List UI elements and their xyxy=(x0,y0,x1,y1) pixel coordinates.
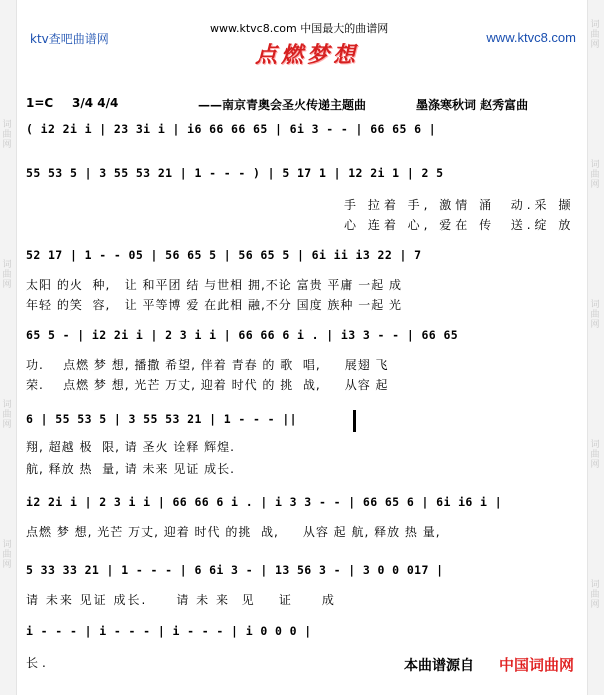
watermark-right-4: 词曲网 xyxy=(590,440,600,470)
watermark-left-1: 词曲网 xyxy=(2,120,12,150)
notation-line-5: 6 | 55 53 5 | 3 55 53 21 | 1 - - - || xyxy=(26,412,297,426)
notation-line-8: i - - - | i - - - | i - - - | i 0 0 0 | xyxy=(26,624,312,638)
footer-source-label: 本曲谱源自 xyxy=(404,658,474,674)
score-line-7 xyxy=(26,563,578,607)
lyric-line-2-verse-2: 心 连着 心, 爱在 传 送.绽 放 xyxy=(344,218,575,232)
lyric-line-4-verse-1: 功. 点燃 梦 想, 播撒 希望, 伴着 青春 的 歌 唱, 展翅 飞 xyxy=(26,358,389,372)
song-subtitle: ——南京青奥会圣火传递主题曲 xyxy=(198,98,367,112)
score-line-6 xyxy=(26,495,578,539)
left-margin-strip xyxy=(0,0,17,695)
notation-line-7: 5 33 33 21 | 1 - - - | 6 6i 3 - | 13 56 3 - | 3 0 0 017 | xyxy=(26,563,444,577)
notation-line-6: i2 2i i | 2 3 i i | 66 66 6 i . | i 3 3 - - | 66 65 6 | 6i i6 i | xyxy=(26,495,503,509)
notation-line-4: 65 5 - | i2 2i i | 2 3 i i | 66 66 6 i . | i3 3 - - | 66 65 xyxy=(26,328,459,342)
score-line-5 xyxy=(26,412,578,476)
notation-line-3: 52 17 | 1 - - 05 | 56 65 5 | 56 65 5 | 6i ii i3 22 | 7 xyxy=(26,248,422,262)
score-line-3 xyxy=(26,248,578,312)
site-url-right[interactable]: www.ktvc8.com xyxy=(486,30,576,45)
watermark-right-2: 词曲网 xyxy=(590,160,600,190)
score-line-4 xyxy=(26,328,578,392)
lyric-line-7: 请 未来 见证 成长. 请 未 来 见 证 成 xyxy=(26,593,336,607)
song-credits: 墨涤寒秋词 赵秀富曲 xyxy=(416,98,529,112)
site-banner: www.ktvc8.com 中国最大的曲谱网 xyxy=(210,22,389,35)
song-title: 点燃梦想 xyxy=(255,42,360,68)
site-name-left[interactable]: ktv查吧曲谱网 xyxy=(30,32,109,46)
final-barline xyxy=(353,410,356,432)
watermark-left-2: 词曲网 xyxy=(2,260,12,290)
lyric-line-3-verse-2: 年轻 的笑 容, 让 平等博 爱 在此相 融,不分 国度 族种 一起 光 xyxy=(26,298,403,312)
watermark-left-3: 词曲网 xyxy=(2,400,12,430)
notation-line-2: 55 53 5 | 3 55 53 21 | 1 - - - ) | 5 17 1 | 12 2i 1 | 2 5 xyxy=(26,166,444,180)
lyric-line-6: 点燃 梦 想, 光芒 万丈, 迎着 时代 的挑 战, 从容 起 航, 释放 热 量, xyxy=(26,525,441,539)
right-margin-strip xyxy=(587,0,604,695)
watermark-right-3: 词曲网 xyxy=(590,300,600,330)
lyric-line-5-verse-1: 翔, 超越 极 限, 请 圣火 诠释 辉煌. xyxy=(26,440,235,454)
score-line-1 xyxy=(26,122,578,144)
lyric-line-3-verse-1: 太阳 的火 种, 让 和平团 结 与世相 拥,不论 富贵 平庸 一起 成 xyxy=(26,278,403,292)
notation-line-1: ( i2 2i i | 23 3i i | i6 66 66 65 | 6i 3 - - | 66 65 6 | xyxy=(26,122,437,136)
lyric-line-2-verse-1: 手 拉着 手, 激情 涌 动.采 撷 xyxy=(344,198,575,212)
lyric-line-4-verse-2: 荣. 点燃 梦 想, 光芒 万丈, 迎着 时代 的 挑 战, 从容 起 xyxy=(26,378,389,392)
footer-site-name[interactable]: 中国词曲网 xyxy=(498,656,574,674)
score-line-2 xyxy=(26,166,578,232)
time-signature: 3/4 4/4 xyxy=(72,96,119,110)
watermark-right-5: 词曲网 xyxy=(590,580,600,610)
watermark-right-1: 词曲网 xyxy=(590,20,600,50)
key-signature: 1=C xyxy=(26,96,54,110)
lyric-line-8: 长. xyxy=(26,656,50,670)
lyric-line-5-verse-2: 航, 释放 热 量, 请 未来 见证 成长. xyxy=(26,462,235,476)
watermark-left-4: 词曲网 xyxy=(2,540,12,570)
